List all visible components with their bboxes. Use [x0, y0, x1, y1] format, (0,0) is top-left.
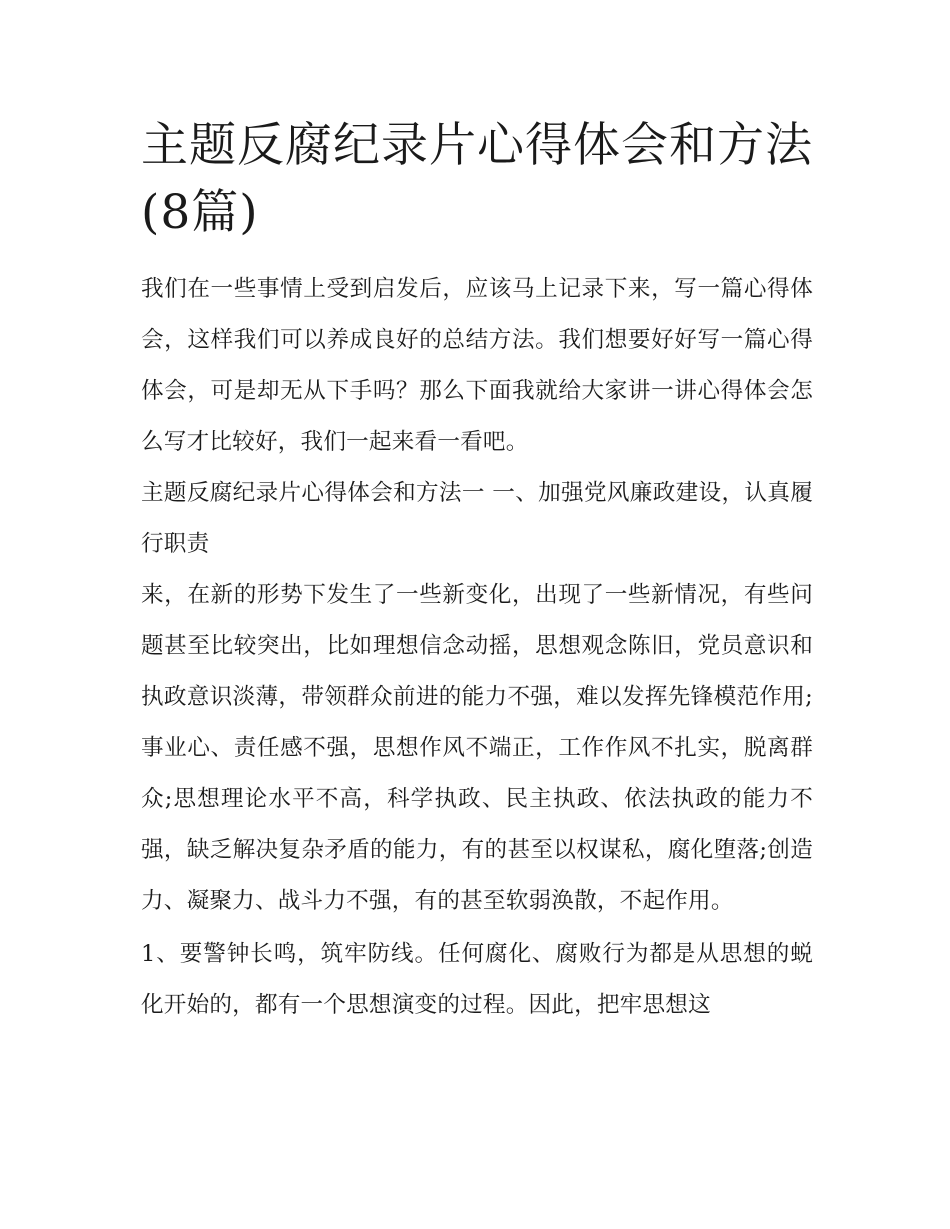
document-title: 主题反腐纪录片心得体会和方法(8篇) — [141, 118, 813, 240]
section-heading-paragraph: 主题反腐纪录片心得体会和方法一 一、加强党风廉政建设，认真履行职责 — [141, 480, 813, 557]
intro-paragraph: 我们在一些事情上受到启发后，应该马上记录下来，写一篇心得体会，这样我们可以养成良好的总结方法。我们想要好好写一篇心得体会，可是却无从下手吗？那么下面我就给大家讲一讲心得体会怎么写才比较好，我们一起来看一看吧。 — [141, 276, 813, 455]
body-paragraph-numbered: 1、要警钟长鸣，筑牢防线。任何腐化、腐败行为都是从思想的蜕化开始的，都有一个思想演变的过程。因此，把牢思想这 — [141, 941, 813, 1018]
body-paragraph: 来，在新的形势下发生了一些新变化，出现了一些新情况，有些问题甚至比较突出，比如理想信念动摇，思想观念陈旧，党员意识和执政意识淡薄，带领群众前进的能力不强，难以发挥先锋模范作用;事业心、责任感不强，思想作风不端正，工作作风不扎实，脱离群众;思想理论水平不高，科学执政、民主执政、依法执政的能力不强，缺乏解决复杂矛盾的能力，有的甚至以权谋私，腐化堕落;创造力、凝聚力、战斗力不强，有的甚至软弱涣散，不起作用。 — [141, 582, 813, 914]
document-body — [141, 264, 813, 1031]
document-page — [141, 112, 813, 1031]
